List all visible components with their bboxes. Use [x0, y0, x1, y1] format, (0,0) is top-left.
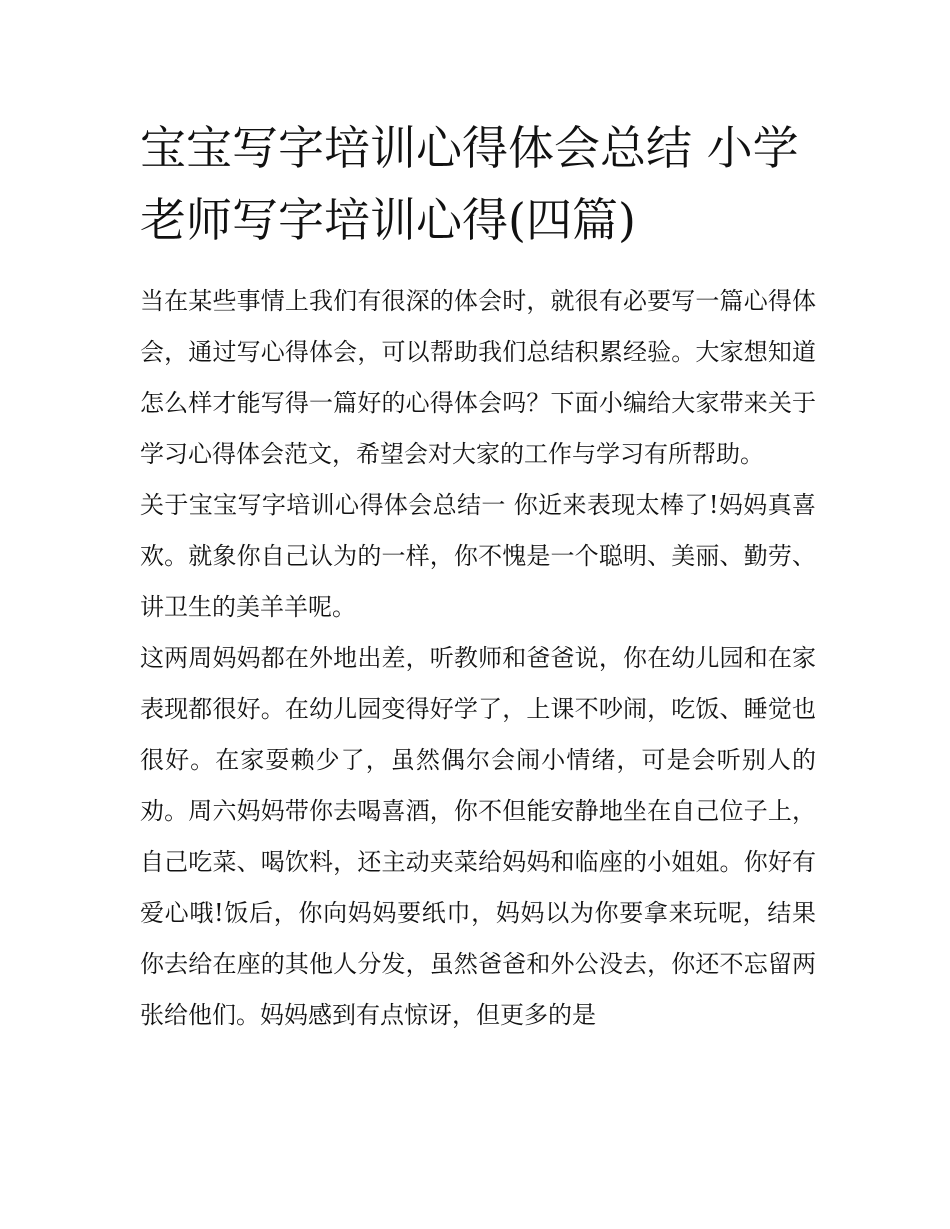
paragraph-story: 这两周妈妈都在外地出差，听教师和爸爸说，你在幼儿园和在家表现都很好。在幼儿园变得好学了，上课不吵闹，吃饭、睡觉也很好。在家耍赖少了，虽然偶尔会闹小情绪，可是会听别人的劝。周六妈妈带你去喝喜酒，你不但能安静地坐在自己位子上，自己吃菜、喝饮料，还主动夹菜给妈妈和临座的小姐姐。你好有爱心哦!饭后，你向妈妈要纸巾，妈妈以为你要拿来玩呢，结果你去给在座的其他人分发，虽然爸爸和外公没去，你还不忘留两张给他们。妈妈感到有点惊讶，但更多的是: [140, 644, 816, 1029]
document-body: [140, 276, 816, 1041]
document-title: 宝宝写字培训心得体会总结 小学老师写字培训心得(四篇): [140, 121, 799, 247]
paragraph-summary-one: 关于宝宝写字培训心得体会总结一 你近来表现太棒了!妈妈真喜欢。就象你自己认为的一样，你不愧是一个聪明、美丽、勤劳、讲卫生的美羊羊呢。: [140, 491, 816, 621]
paragraph-intro: 当在某些事情上我们有很深的体会时，就很有必要写一篇心得体会，通过写心得体会，可以帮助我们总结积累经验。大家想知道怎么样才能写得一篇好的心得体会吗？下面小编给大家带来关于学习心得体会范文，希望会对大家的工作与学习有所帮助。: [140, 287, 816, 468]
